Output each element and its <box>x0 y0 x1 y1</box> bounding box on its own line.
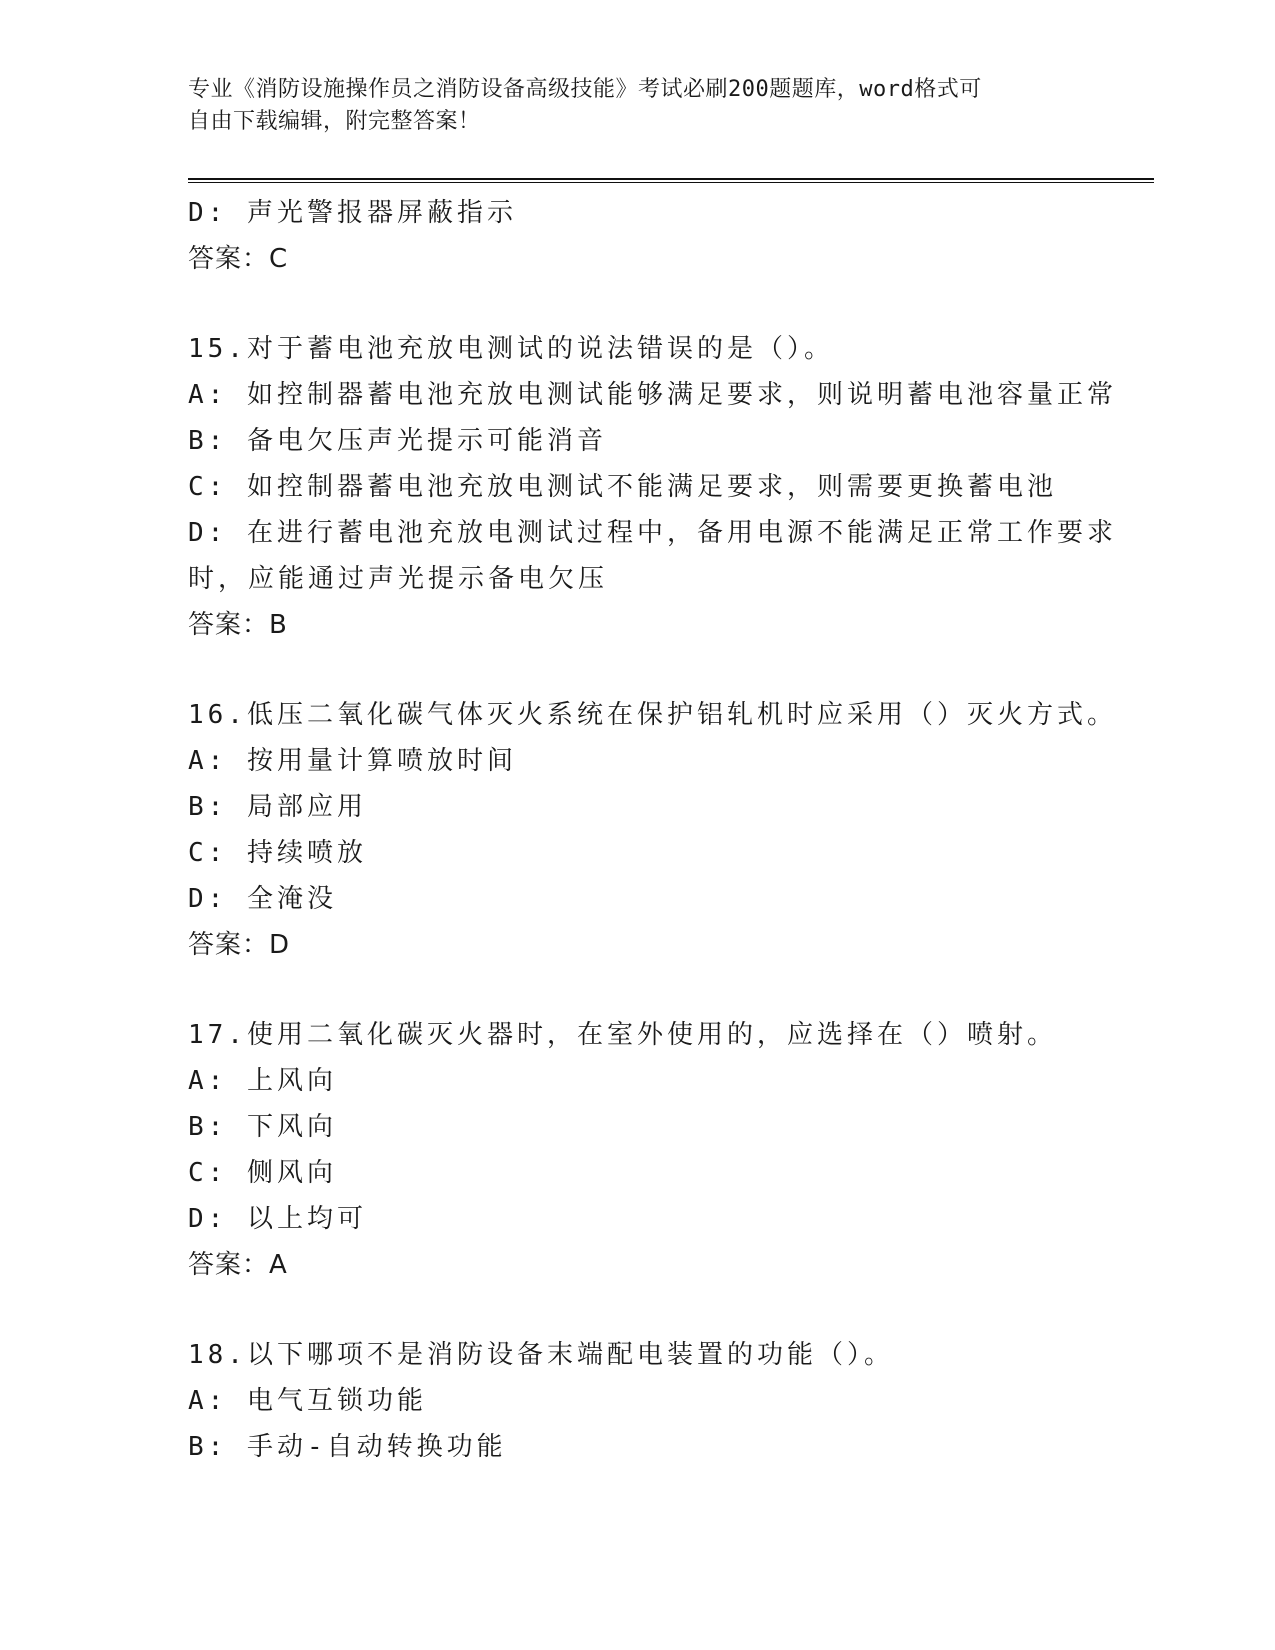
question-18 <box>188 1332 1088 1470</box>
option-a: A: 按用量计算喷放时间 <box>188 746 517 776</box>
question-stem: 15.对于蓄电池充放电测试的说法错误的是（）。 <box>188 334 834 364</box>
header-line-1: 专业《消防设施操作员之消防设备高级技能》考试必刷200题题库，word格式可 <box>188 77 982 102</box>
answer-line: 答案：D <box>188 930 291 960</box>
option-d: D: 以上均可 <box>188 1204 367 1234</box>
spacer <box>188 282 1088 326</box>
question-17 <box>188 1012 1088 1288</box>
option-c: C: 侧风向 <box>188 1158 337 1188</box>
option-b: B: 手动-自动转换功能 <box>188 1432 507 1462</box>
option-c: C: 持续喷放 <box>188 838 367 868</box>
option-a: A: 上风向 <box>188 1066 337 1096</box>
spacer <box>188 648 1088 692</box>
answer-line: 答案：B <box>188 610 288 640</box>
question-stem: 18.以下哪项不是消防设备末端配电装置的功能（）。 <box>188 1340 894 1370</box>
answer-line: 答案：A <box>188 1250 288 1280</box>
document-header <box>188 74 1088 138</box>
option-b: B: 下风向 <box>188 1112 337 1142</box>
question-15 <box>188 326 1117 648</box>
option-d-continuation: 时，应能通过声光提示备电欠压 <box>188 564 609 594</box>
spacer <box>188 1288 1088 1332</box>
question-16 <box>188 692 1117 968</box>
question-stem: 17.使用二氧化碳灭火器时，在室外使用的，应选择在（）喷射。 <box>188 1020 1057 1050</box>
option-b: B: 备电欠压声光提示可能消音 <box>188 426 607 456</box>
header-line-2: 自由下载编辑，附完整答案！ <box>188 109 481 134</box>
question-14-tail <box>188 190 1088 282</box>
option-a: A: 电气互锁功能 <box>188 1386 427 1416</box>
header-rule-thin <box>188 182 1154 183</box>
answer-line: 答案：C <box>188 244 289 274</box>
option-d: D: 全淹没 <box>188 884 337 914</box>
option-d: D: 声光警报器屏蔽指示 <box>188 198 517 228</box>
option-d: D: 在进行蓄电池充放电测试过程中，备用电源不能满足正常工作要求 <box>188 518 1117 548</box>
option-a: A: 如控制器蓄电池充放电测试能够满足要求，则说明蓄电池容量正常 <box>188 380 1117 410</box>
question-stem: 16.低压二氧化碳气体灭火系统在保护铝轧机时应采用（）灭火方式。 <box>188 700 1117 730</box>
document-body <box>188 190 1117 1470</box>
spacer <box>188 968 1088 1012</box>
option-c: C: 如控制器蓄电池充放电测试不能满足要求，则需要更换蓄电池 <box>188 472 1057 502</box>
header-rule-thick <box>188 178 1154 180</box>
option-b: B: 局部应用 <box>188 792 367 822</box>
